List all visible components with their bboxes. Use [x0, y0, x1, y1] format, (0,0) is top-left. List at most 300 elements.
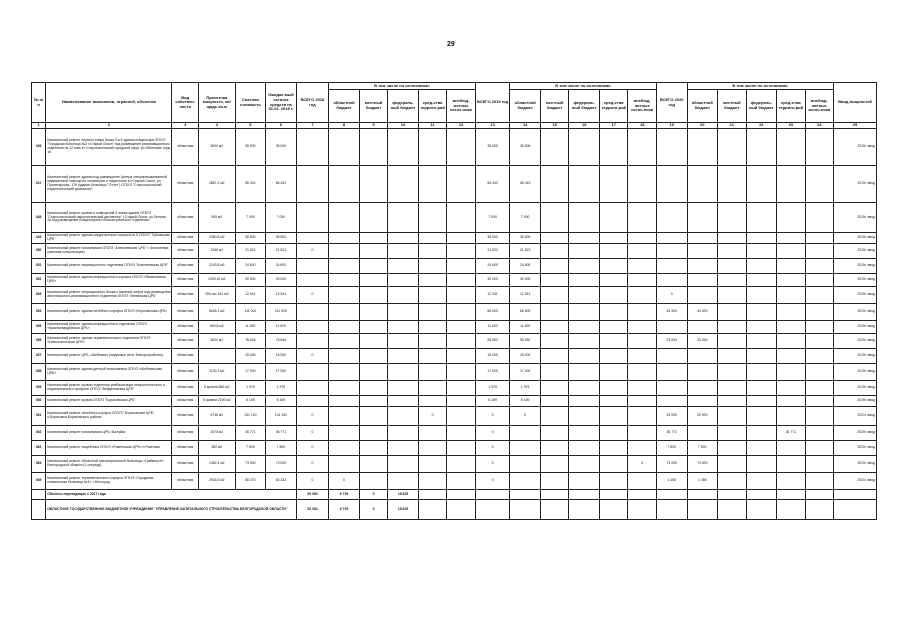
empty-cell [746, 500, 777, 520]
column-number: 15 [540, 123, 569, 129]
column-number: 22 [746, 123, 777, 129]
customer-row-source-2018: 0 [359, 500, 388, 520]
source-2018-cell [388, 381, 419, 396]
source-2018-cell [329, 441, 360, 456]
remaining-cell: 6 169 [266, 396, 297, 407]
source-2019-cell [599, 473, 628, 490]
capacity-cell [198, 349, 235, 364]
source-2018-cell [329, 364, 360, 381]
total-2018-cell [296, 233, 329, 244]
source-2019-cell [599, 274, 628, 287]
header-source-2018-1: областной бюджет [329, 90, 360, 123]
source-2020-cell [687, 274, 718, 287]
subtotal-row [32, 490, 877, 500]
cost-cell: 78 646 [235, 334, 266, 349]
ownership-cell: областная [172, 456, 198, 473]
source-2018-cell [447, 441, 476, 456]
source-2018-cell [447, 364, 476, 381]
source-2020-cell [718, 274, 747, 287]
object-name: Капитальный ремонт поликлиники ОГБУЗ "Алексеевская ЦРБ" г. Алексеевка (женская консультация) [46, 244, 172, 259]
remaining-cell: 11 620 [266, 321, 297, 334]
source-2018-cell [359, 274, 388, 287]
total-2020-cell [656, 364, 687, 381]
row-number: 364 [32, 456, 46, 473]
source-2020-cell [718, 233, 747, 244]
source-2019-cell [569, 381, 600, 396]
source-2018-cell [418, 381, 447, 396]
source-2018-cell [329, 396, 360, 407]
source-2018-cell [388, 364, 419, 381]
source-2019-cell [540, 321, 569, 334]
row-number: 353 [32, 287, 46, 304]
source-2019-cell [599, 381, 628, 396]
source-2020-cell [805, 426, 834, 441]
row-number: 352 [32, 274, 46, 287]
total-2019-cell: 0 [475, 456, 510, 473]
source-2019-cell [599, 129, 628, 166]
source-2019-cell [540, 334, 569, 349]
source-2019-cell [569, 407, 600, 426]
source-2019-cell: 30 000 [510, 274, 541, 287]
total-2018-cell [296, 381, 329, 396]
empty-cell [834, 490, 877, 500]
ownership-cell: областная [172, 396, 198, 407]
remaining-cell: 35 000 [266, 129, 297, 166]
column-number: 7 [296, 123, 329, 129]
empty-cell [475, 500, 510, 520]
remaining-cell: 73 000 [266, 456, 297, 473]
total-2020-cell: 23 054 [656, 334, 687, 349]
row-number: 362 [32, 426, 46, 441]
column-number: 8 [329, 123, 360, 129]
capacity-cell: 1576 м2 [198, 426, 235, 441]
table-row [32, 334, 877, 349]
source-2019-cell [569, 304, 600, 321]
source-2018-cell [388, 426, 419, 441]
total-2018-cell [296, 274, 329, 287]
empty-cell [540, 490, 569, 500]
header-source-2019-1: областной бюджет [510, 90, 541, 123]
header-source-2020-3: федераль-ный бюджет [746, 90, 777, 123]
total-2019-cell: 17 000 [475, 364, 510, 381]
source-2019-cell [628, 244, 657, 259]
total-2018-cell [296, 129, 329, 166]
object-name: Капитальный ремонт операционного блока с заменой лифта под размещение анестезиолого-реанимационного отделения ОГБУЗ "Ивнянская ЦРБ" [46, 287, 172, 304]
ownership-cell: областная [172, 426, 198, 441]
table-row [32, 396, 877, 407]
column-number: 17 [599, 123, 628, 129]
source-2018-cell [329, 166, 360, 203]
header-source-2018-3: федераль-ный бюджет [388, 90, 419, 123]
ownership-cell: областная [172, 304, 198, 321]
ownership-cell: областная [172, 381, 198, 396]
source-2019-cell [628, 364, 657, 381]
empty-cell [834, 500, 877, 520]
remaining-cell: 35 500 [266, 233, 297, 244]
column-number: 21 [718, 123, 747, 129]
object-name: Капитальный ремонт здания хирургического корпуса № 5 ОГБУЗ "Губкинская ЦРБ" [46, 233, 172, 244]
commission-year-cell: 2019г. ввод [834, 129, 877, 166]
total-2018-cell: 0 [296, 456, 329, 473]
source-2019-cell: 35 000 [510, 129, 541, 166]
table-row [32, 304, 877, 321]
column-number: 25 [834, 123, 877, 129]
source-2019-cell [599, 407, 628, 426]
source-2020-cell: 36 771 [777, 426, 806, 441]
source-2019-cell [628, 426, 657, 441]
source-2019-cell: 21 522 [510, 244, 541, 259]
cost-cell: 12 541 [235, 287, 266, 304]
object-name: Капитальный ремонт инфекционного отделения ОГБУЗ "Алексеевская ЦРБ" [46, 259, 172, 274]
cost-cell: 17 000 [235, 364, 266, 381]
object-name: Капитальный ремонт здания детской поликлиники ОГБУЗ «Шебекинская ЦРБ» [46, 364, 172, 381]
source-2018-cell [329, 233, 360, 244]
source-2020-cell [777, 396, 806, 407]
empty-cell [777, 500, 806, 520]
total-2018-cell [296, 259, 329, 274]
column-number: 4 [198, 123, 235, 129]
source-2020-cell [805, 456, 834, 473]
total-2020-cell [656, 349, 687, 364]
source-2020-cell [805, 364, 834, 381]
source-2019-cell [540, 304, 569, 321]
source-2018-cell [447, 407, 476, 426]
source-2020-cell [805, 287, 834, 304]
source-2019-cell [540, 349, 569, 364]
row-number: 361 [32, 407, 46, 426]
source-2020-cell [718, 407, 747, 426]
cost-cell: 85 370 [235, 473, 266, 490]
source-2018-cell [329, 304, 360, 321]
source-2020-cell [746, 364, 777, 381]
subtotal-row-source-2018: 0 [359, 490, 388, 500]
source-2020-cell [777, 233, 806, 244]
remaining-cell: 21 522 [266, 244, 297, 259]
source-2018-cell [447, 129, 476, 166]
capacity-cell: 5 кровля 860 м2 [198, 381, 235, 396]
source-2019-cell [540, 473, 569, 490]
source-2018-cell [418, 203, 447, 233]
empty-cell [569, 490, 600, 500]
source-2020-cell [687, 396, 718, 407]
source-2019-cell [628, 407, 657, 426]
column-number: 18 [628, 123, 657, 129]
source-2020-cell [805, 381, 834, 396]
source-2020-cell [777, 473, 806, 490]
source-2018-cell [447, 304, 476, 321]
remaining-cell: 7 000 [266, 203, 297, 233]
commission-year-cell: 2019г. ввод [834, 274, 877, 287]
cost-cell: 35 500 [235, 233, 266, 244]
source-2018-cell [329, 244, 360, 259]
column-number: 10 [388, 123, 419, 129]
source-2020-cell [687, 381, 718, 396]
source-2019-cell [540, 244, 569, 259]
source-2019-cell [569, 244, 600, 259]
column-number: 6 [266, 123, 297, 129]
source-2019-cell: 15 000 [510, 349, 541, 364]
total-2018-cell [296, 334, 329, 349]
source-2020-cell [718, 166, 747, 203]
source-2018-cell [418, 426, 447, 441]
header-source-2018-2: местный бюджет [359, 90, 388, 123]
remaining-cell: 24 600 [266, 259, 297, 274]
source-2019-cell: 35 500 [510, 233, 541, 244]
source-2019-cell [510, 441, 541, 456]
cost-cell: 6 169 [235, 396, 266, 407]
row-number-empty [32, 500, 46, 520]
source-2018-cell [388, 456, 419, 473]
source-2018-cell [359, 334, 388, 349]
header-capacity: Проектная мощность, кв/щадь кв.м [198, 83, 235, 123]
source-2020-cell [777, 287, 806, 304]
ownership-cell: областная [172, 259, 198, 274]
capacity-cell: 6626,1 м2 [198, 304, 235, 321]
source-2018-cell [359, 259, 388, 274]
table-row [32, 287, 877, 304]
source-2019-cell [569, 321, 600, 334]
source-2020-cell [718, 321, 747, 334]
header-sources-2019: В том числе по источникам: [510, 83, 657, 90]
total-2019-cell: 35 000 [475, 129, 510, 166]
source-2020-cell [718, 334, 747, 349]
remaining-cell: 60 333 [266, 473, 297, 490]
remaining-cell: 78 646 [266, 334, 297, 349]
source-2020-cell: 44 400 [687, 304, 718, 321]
source-2019-cell [628, 473, 657, 490]
table-row [32, 426, 877, 441]
cost-cell: 131 100 [235, 407, 266, 426]
table-row [32, 364, 877, 381]
total-2020-cell [656, 166, 687, 203]
source-2019-cell [628, 166, 657, 203]
total-2019-cell: 15 000 [475, 349, 510, 364]
source-2018-cell [359, 203, 388, 233]
row-number: 348 [32, 203, 46, 233]
header-sources-2020: В том числе по источникам: [687, 83, 834, 90]
capacity-cell: 4620 м2 [198, 334, 235, 349]
page-number: 29 [447, 41, 455, 48]
total-2020-cell [656, 244, 687, 259]
header-source-2020-1: областной бюджет [687, 90, 718, 123]
source-2018-cell [329, 349, 360, 364]
total-2020-cell [656, 396, 687, 407]
source-2018-cell [388, 407, 419, 426]
source-2020-cell [746, 441, 777, 456]
row-number: 357 [32, 349, 46, 364]
object-name: Капитальный ремонт здания инфекционного отделения ОГБУЗ «Красногвардейская ЦРБ» [46, 321, 172, 334]
source-2019-cell [599, 203, 628, 233]
table-row [32, 233, 877, 244]
customer-row-source-2018 [447, 500, 476, 520]
source-2019-cell [510, 456, 541, 473]
remaining-cell: 12 541 [266, 287, 297, 304]
source-2018-cell: 0 [329, 473, 360, 490]
source-2020-cell [687, 426, 718, 441]
source-2020-cell [718, 426, 747, 441]
source-2019-cell [510, 473, 541, 490]
cost-cell: 24 600 [235, 259, 266, 274]
total-2019-cell: 0 [475, 473, 510, 490]
commission-year-cell: 2020г. ввод [834, 456, 877, 473]
source-2019-cell [569, 233, 600, 244]
source-2020-cell [746, 456, 777, 473]
cost-cell: 15 000 [235, 349, 266, 364]
source-2019-cell: 24 600 [510, 259, 541, 274]
source-2020-cell [687, 259, 718, 274]
source-2019-cell [628, 129, 657, 166]
source-2018-cell [329, 426, 360, 441]
customer-row-source-2018: 18 625 [388, 500, 419, 520]
source-2020-cell [777, 244, 806, 259]
object-name: Капитальный ремонт терапевтического корпуса ОГБУЗ «Городская клиническая больница №1», г.Белгород [46, 473, 172, 490]
source-2018-cell [447, 203, 476, 233]
source-2020-cell [718, 349, 747, 364]
source-2020-cell [718, 203, 747, 233]
source-2018-cell [329, 456, 360, 473]
total-2019-cell: 56 442 [475, 166, 510, 203]
empty-cell [540, 500, 569, 520]
source-2018-cell [359, 407, 388, 426]
source-2020-cell [777, 321, 806, 334]
source-2018-cell [447, 259, 476, 274]
capacity-cell: 1266 м2 [198, 244, 235, 259]
ownership-cell: областная [172, 349, 198, 364]
total-2018-cell [296, 166, 329, 203]
remaining-cell: 36 771 [266, 426, 297, 441]
source-2019-cell: 1 975 [510, 381, 541, 396]
total-2020-cell [656, 129, 687, 166]
remaining-cell: 1 975 [266, 381, 297, 396]
column-number: 20 [687, 123, 718, 129]
row-number: 349 [32, 233, 46, 244]
row-number: 360 [32, 396, 46, 407]
row-number: 351 [32, 259, 46, 274]
capacity-cell: 1243,8 м2 [198, 259, 235, 274]
source-2020-cell [718, 304, 747, 321]
source-2018-cell [388, 259, 419, 274]
source-2019-cell [569, 456, 600, 473]
commission-year-cell: 2019г. ввод [834, 396, 877, 407]
capacity-cell: 6746 м2 [198, 407, 235, 426]
source-2018-cell [447, 244, 476, 259]
cost-cell: 7 000 [235, 203, 266, 233]
total-2020-cell: 73 000 [656, 456, 687, 473]
total-2018-cell: 0 [296, 407, 329, 426]
source-2018-cell [418, 259, 447, 274]
source-2020-cell: 73 000 [687, 456, 718, 473]
source-2018-cell [447, 426, 476, 441]
ownership-cell: областная [172, 233, 198, 244]
column-number: 9 [359, 123, 388, 129]
header-sources-2018: В том числе по источникам: [329, 83, 476, 90]
source-2019-cell [628, 259, 657, 274]
source-2018-cell [359, 349, 388, 364]
investment-program-table [31, 82, 877, 520]
table-row [32, 349, 877, 364]
source-2018-cell [388, 441, 419, 456]
total-2020-cell: 0 [656, 287, 687, 304]
row-number: 350 [32, 244, 46, 259]
source-2018-cell [388, 334, 419, 349]
source-2020-cell [718, 259, 747, 274]
source-2020-cell [687, 349, 718, 364]
source-2019-cell [569, 203, 600, 233]
source-2020-cell [687, 129, 718, 166]
header-num: № п/п [32, 83, 46, 123]
header-commission: Ввод мощностей [834, 83, 877, 123]
source-2019-cell [569, 396, 600, 407]
source-2020-cell [718, 364, 747, 381]
row-number: 363 [32, 441, 46, 456]
source-2018-cell [447, 287, 476, 304]
header-cost: Сметная стоимость [235, 83, 266, 123]
source-2018-cell [418, 233, 447, 244]
commission-year-cell: 2019г. ввод [834, 233, 877, 244]
source-2019-cell [599, 321, 628, 334]
capacity-cell: 380 м2 [198, 441, 235, 456]
source-2020-cell [805, 334, 834, 349]
object-name: Капитальный ремонт кровли ОГБУЗ "Борисовская ЦРБ" [46, 396, 172, 407]
source-2018-cell [418, 349, 447, 364]
object-name: Капитальный ремонт поликлиники ЦРБ г.Валуйки [46, 426, 172, 441]
source-2018-cell [388, 321, 419, 334]
ownership-cell: областная [172, 287, 198, 304]
subtotal-row-source-2018 [418, 490, 447, 500]
total-2018-cell: 0 [296, 244, 329, 259]
subtotal-row-source-2018: 18 625 [388, 490, 419, 500]
source-2018-cell [447, 381, 476, 396]
object-name: Капитальный ремонт кровли отделения реабилитации неврологического и педиатрического профиля ОГБУЗ "Вейделевская ЦРБ" [46, 381, 172, 396]
empty-cell [628, 500, 657, 520]
source-2020-cell [718, 473, 747, 490]
total-2020-cell: 36 771 [656, 426, 687, 441]
source-2018-cell [359, 244, 388, 259]
source-2019-cell: 55 592 [510, 334, 541, 349]
source-2020-cell [805, 349, 834, 364]
subtotal-row-label: Объекты переходящие с 2017 года [46, 490, 296, 500]
row-number: 359 [32, 381, 46, 396]
source-2019-cell [599, 441, 628, 456]
source-2018-cell [447, 473, 476, 490]
commission-year-cell: 2021г. ввод [834, 407, 877, 426]
object-name: Капитальный ремонт ЦРБ, г.Шебекино (наружные сети, благоустройство) [46, 349, 172, 364]
source-2019-cell [569, 473, 600, 490]
source-2018-cell [359, 473, 388, 490]
total-2019-cell: 35 500 [475, 233, 510, 244]
source-2018-cell [447, 233, 476, 244]
source-2018-cell [329, 259, 360, 274]
empty-cell [510, 500, 541, 520]
source-2020-cell [746, 166, 777, 203]
total-2019-cell: 21 522 [475, 244, 510, 259]
total-2019-cell: 11 620 [475, 321, 510, 334]
source-2018-cell [447, 166, 476, 203]
source-2020-cell [777, 441, 806, 456]
source-2020-cell [805, 396, 834, 407]
source-2018-cell [447, 456, 476, 473]
source-2020-cell [777, 407, 806, 426]
source-2018-cell [388, 473, 419, 490]
ownership-cell: областная [172, 244, 198, 259]
source-2019-cell [540, 396, 569, 407]
empty-cell [656, 500, 687, 520]
source-2019-cell [540, 287, 569, 304]
source-2018-cell [329, 334, 360, 349]
source-2018-cell [329, 287, 360, 304]
source-2018-cell [388, 233, 419, 244]
source-2019-cell [569, 274, 600, 287]
